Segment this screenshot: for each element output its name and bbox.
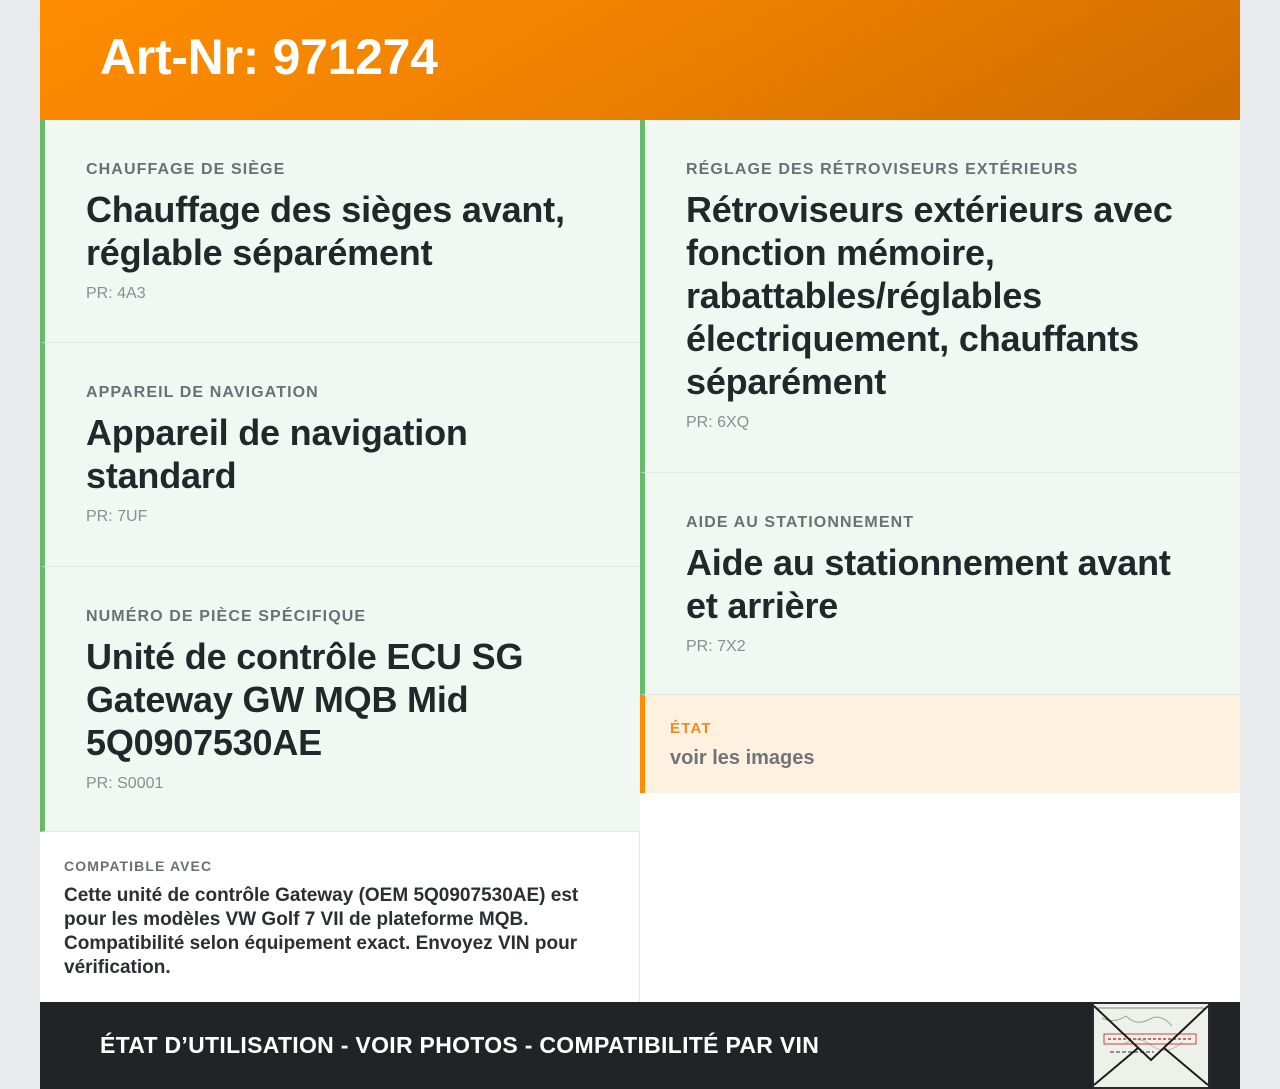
feature-card-navigation (40, 343, 640, 567)
card-pr-code: PR: 7X2 (686, 638, 746, 655)
card-label: RÉGLAGE DES RÉTROVISEURS EXTÉRIEURS (686, 161, 1079, 178)
feature-card-mirrors (640, 120, 1240, 473)
card-value: Unité de contrôle ECU SG Gateway GW MQB Mid 5Q0907530AE (86, 636, 524, 763)
product-sheet (40, 0, 1240, 1089)
feature-card-part-number (40, 567, 640, 832)
footer-bar (40, 1002, 1240, 1089)
card-label: APPAREIL DE NAVIGATION (86, 384, 319, 401)
card-label: NUMÉRO DE PIÈCE SPÉCIFIQUE (86, 608, 367, 625)
condition-card (640, 695, 1240, 793)
card-value: Appareil de navigation standard (86, 412, 468, 496)
document-envelope-icon (1092, 1002, 1210, 1089)
card-pr-code: PR: 4A3 (86, 285, 146, 302)
feature-card-seat-heating (40, 120, 640, 343)
card-value: Chauffage des sièges avant, réglable séparément (86, 189, 565, 273)
card-label: AIDE AU STATIONNEMENT (686, 514, 915, 531)
card-value: Rétroviseurs extérieurs avec fonction mémoire, rabattables/réglables électriquement, chauffants séparément (686, 189, 1173, 402)
card-pr-code: PR: 7UF (86, 508, 148, 525)
footer-text: ÉTAT D’UTILISATION - VOIR PHOTOS - COMPATIBILITÉ PAR VIN (100, 1032, 820, 1058)
card-value: Aide au stationnement avant et arrière (686, 542, 1171, 626)
right-column (640, 120, 1240, 793)
compatibility-label: COMPATIBLE AVEC (64, 858, 213, 874)
header-bar (40, 0, 1240, 120)
compatibility-section (40, 832, 640, 1002)
left-column (40, 120, 640, 832)
compatibility-text: Cette unité de contrôle Gateway (OEM 5Q0907530AE) est pour les modèles VW Golf 7 VII de plateforme MQB. Compatibilité selon équipement exact. Envoyez VIN pour vérification. (64, 885, 579, 978)
feature-card-parking-aid (640, 473, 1240, 695)
card-pr-code: PR: S0001 (86, 775, 164, 792)
card-pr-code: PR: 6XQ (686, 414, 750, 431)
article-number-title: Art-Nr: 971274 (100, 29, 438, 85)
condition-value: voir les images (670, 747, 815, 769)
condition-label: ÉTAT (670, 720, 712, 737)
card-label: CHAUFFAGE DE SIÈGE (86, 161, 286, 178)
